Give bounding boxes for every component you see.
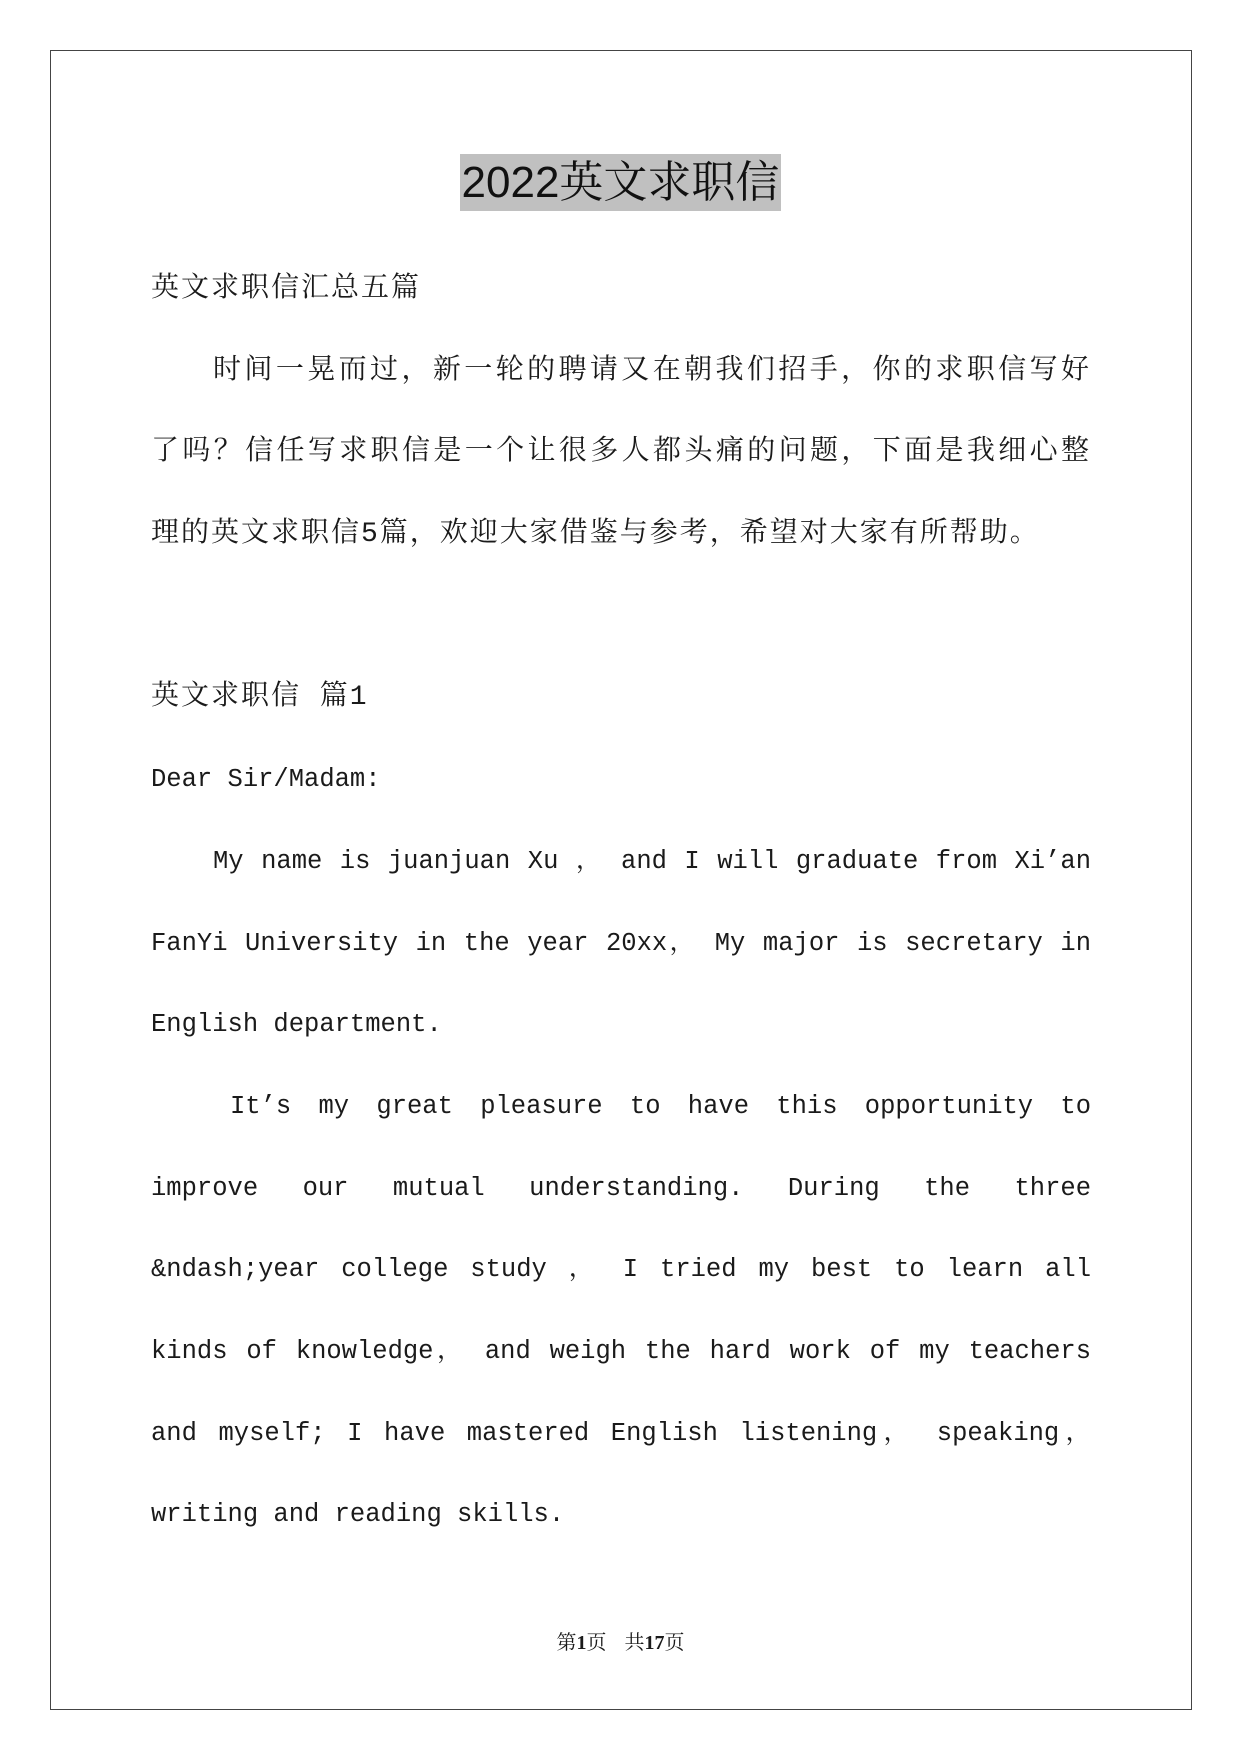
page-title: 2022英文求职信 xyxy=(460,154,782,211)
document-body xyxy=(151,249,1091,1556)
subtitle: 英文求职信汇总五篇 xyxy=(151,274,422,305)
paragraph-line: It’s my great pleasure to have this opportunity to xyxy=(230,1091,1091,1121)
paragraph-line: kinds of knowledge， and weigh the hard work of my teachers xyxy=(151,1336,1091,1366)
page-number-prefix: 第 xyxy=(556,1632,577,1654)
paragraph-line: writing and reading skills. xyxy=(151,1500,565,1530)
page-number: 1 xyxy=(576,1632,587,1654)
paragraph-line: and myself; I have mastered English listening， speaking， xyxy=(151,1418,1091,1448)
total-pages-prefix: 共 xyxy=(624,1632,645,1654)
paragraph-line: FanYi University in the year 20xx， My major is secretary in xyxy=(151,928,1091,958)
paragraph-line: English department. xyxy=(151,1010,442,1040)
page-number-suffix: 页 xyxy=(586,1632,607,1654)
page-footer xyxy=(0,1628,1241,1658)
salutation: Dear Sir/Madam: xyxy=(151,765,381,795)
intro-line: 理的英文求职信5篇，欢迎大家借鉴与参考，希望对大家有所帮助。 xyxy=(151,519,1040,551)
paragraph-line: improve our mutual understanding. During the three xyxy=(151,1173,1091,1203)
total-pages: 17 xyxy=(644,1632,665,1654)
intro-line: 时间一晃而过，新一轮的聘请又在朝我们招手，你的求职信写好 xyxy=(213,355,1091,387)
paragraph-line: My name is juanjuan Xu ， and I will graduate from Xi’an xyxy=(213,846,1091,876)
blank-line xyxy=(151,576,1091,658)
total-pages-suffix: 页 xyxy=(664,1632,685,1654)
intro-line: 了吗？信任写求职信是一个让很多人都头痛的问题，下面是我细心整 xyxy=(151,437,1091,469)
section-heading: 英文求职信 篇1 xyxy=(151,682,369,714)
paragraph-line: &ndash;year college study ， I tried my best to learn all xyxy=(151,1255,1091,1285)
title-container xyxy=(0,154,1241,211)
